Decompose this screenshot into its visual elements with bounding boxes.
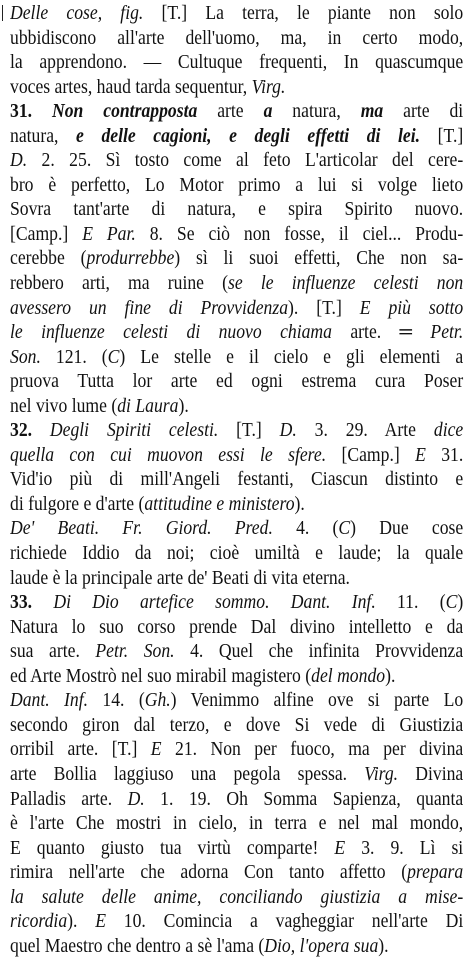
text-line — [10, 394, 463, 419]
text-line — [10, 885, 463, 910]
margin-mark — [2, 5, 3, 21]
text-line — [10, 99, 463, 124]
text-run: Virg. — [251, 75, 286, 98]
text-run: 10. Comincia a vagheggiar nell'arte Di — [105, 910, 464, 933]
text-line — [10, 197, 463, 222]
text-run: arte. ═ — [331, 321, 431, 344]
text-run: se le influenze celesti non — [228, 272, 464, 295]
text-run: 1. 19. Oh Somma Sapienza, quanta — [144, 787, 464, 810]
text-line — [10, 296, 463, 321]
text-run: 8. Se ciò non fosse, il ciel... Produ- — [135, 222, 464, 245]
text-run: [Camp.] — [10, 222, 83, 245]
text-run: bro è perfetto, Lo Motor primo a lui si volge lieto — [10, 173, 464, 196]
text-run: ) Due cose — [350, 517, 464, 540]
text-run: natura, — [272, 100, 361, 123]
text-run: rebbero arti, ma ruine ( — [10, 272, 229, 295]
text-line — [10, 615, 463, 640]
text-run: Petr. — [430, 321, 464, 344]
text-run: orribil arte. [T.] — [10, 738, 151, 761]
text-run: a — [263, 100, 273, 123]
text-line — [10, 909, 463, 934]
text-line — [10, 860, 463, 885]
text-run: arte — [197, 100, 264, 123]
text-run: E Par. — [82, 222, 136, 245]
text-run: prepara — [407, 861, 464, 884]
text-run: ). — [378, 934, 389, 957]
text-run: Vid'io più di mill'Angeli festanti, Ciascun distinto e — [10, 468, 464, 491]
text-run: attitudine e ministero — [144, 492, 295, 515]
text-run: [T.] — [218, 419, 280, 442]
text-line — [10, 566, 463, 591]
text-line — [10, 443, 463, 468]
text-run: Sovra tant'arte di natura, e spira Spirito nuovo. — [10, 198, 464, 221]
text-line — [10, 1, 463, 26]
text-run: richiede Iddio da noi; cioè umiltà e laude; la quale — [10, 542, 464, 565]
text-run: Dant. Inf. — [10, 689, 89, 712]
text-run: ) — [457, 591, 464, 614]
text-run: E — [150, 738, 162, 761]
text-run: arte di — [383, 100, 464, 123]
text-run: Delle cose, fig. — [10, 2, 144, 24]
text-run: Natura lo suo corso prende Dal divino intelletto e da — [10, 615, 464, 638]
text-run: laude è la principale arte de' Beati di vita eterna. — [10, 566, 350, 589]
text-line — [10, 516, 463, 541]
text-run: 4. Quel che infinita Provvidenza — [174, 640, 464, 663]
text-run: dice — [433, 419, 464, 442]
text-run: D. — [10, 149, 28, 172]
text-line — [10, 320, 463, 345]
text-run: nel vivo lume ( — [10, 394, 118, 417]
text-line — [10, 762, 463, 787]
text-run: e delle cagioni, e degli effetti di lei. — [76, 124, 421, 147]
text-line — [10, 124, 463, 149]
text-run: ed Arte Mostrò nel suo mirabil magistero ( — [10, 664, 312, 687]
text-run: C — [107, 345, 120, 368]
text-line — [10, 934, 463, 958]
text-line — [10, 737, 463, 762]
text-run: Di Dio artefice sommo. Dant. Inf. — [53, 591, 376, 614]
text-line — [10, 787, 463, 812]
text-run: ) Le stelle e il cielo e gli elementi a — [119, 345, 464, 368]
text-line — [10, 418, 463, 443]
text-run: ) Venimmo alfine ove si parte Lo — [170, 689, 464, 712]
text-run: 121. ( — [40, 345, 108, 368]
text-run: E — [415, 443, 426, 466]
text-line — [10, 26, 463, 51]
text-run: quel Maestro che dentro a sè l'ama ( — [10, 934, 265, 957]
text-run: ubbidiscono all'arte dell'uomo, ma, in certo modo, — [10, 26, 464, 49]
text-run: Virg. — [364, 762, 399, 785]
text-line — [10, 271, 463, 296]
text-line — [10, 639, 463, 664]
text-line — [10, 467, 463, 492]
text-line — [10, 664, 463, 689]
text-run: le influenze celesti di nuovo chiama — [10, 321, 332, 344]
text-run: di Laura — [117, 394, 179, 417]
text-run: la salute delle anime, conciliando giustizia a mise- — [10, 885, 464, 908]
text-line — [10, 688, 463, 713]
text-run: Gh. — [144, 689, 171, 712]
text-run: natura, — [10, 124, 77, 147]
text-line — [10, 173, 463, 198]
text-run: Non contrapposta — [51, 100, 198, 123]
text-run: del mondo — [311, 664, 386, 687]
text-run: Dio, l'opera sua — [264, 934, 379, 957]
text-run: arte Bollia laggiuso una pegola spessa. — [10, 762, 365, 785]
text-run: 33. — [10, 591, 54, 614]
text-run: D. — [279, 419, 297, 442]
text-run: [T.] — [420, 124, 464, 147]
text-run: rimira nell'arte che adorna Con tanto affetto ( — [10, 861, 408, 884]
text-run: pruova Tutta lor arte ed ogni estrema cura Poser — [10, 370, 464, 393]
text-line — [10, 222, 463, 247]
text-run: sua arte. — [10, 640, 96, 663]
text-run: Degli Spiriti celesti. — [49, 419, 219, 442]
text-run: Petr. Son. — [95, 640, 175, 663]
text-run: avessero un fine di Provvidenza — [10, 296, 289, 319]
text-line — [10, 541, 463, 566]
text-run: ma — [360, 100, 384, 123]
text-run: ). — [178, 394, 189, 417]
text-run: 4. ( — [272, 517, 339, 540]
text-run: la apprendono. — Cultuque frequenti, In quascumque — [10, 51, 464, 74]
text-line — [10, 369, 463, 394]
text-run: ). [T.] — [288, 296, 360, 319]
text-run: 3. 9. Lì si — [345, 836, 464, 859]
text-run: 21. Non per fuoco, ma per divina — [161, 738, 464, 761]
text-run: E — [95, 910, 106, 933]
text-line — [10, 50, 463, 75]
text-run: ricordia — [10, 910, 68, 933]
text-run: C — [338, 517, 351, 540]
text-run: ). — [67, 910, 96, 933]
text-run: E quanto giusto tua virtù comparte! — [10, 836, 335, 859]
entry-text-column — [10, 1, 462, 958]
text-run: 32. — [10, 419, 50, 442]
text-run: D. — [127, 787, 145, 810]
text-run: ). — [385, 664, 396, 687]
text-run: 2. 25. Sì tosto come al feto L'articolar del cere- — [27, 149, 464, 172]
text-run: E più sotto — [359, 296, 464, 319]
text-run: produrrebbe — [86, 247, 175, 270]
text-run: [Camp.] — [326, 443, 416, 466]
text-run: Divina — [398, 762, 464, 785]
text-line — [10, 148, 463, 173]
text-run: secondo giron dal terzo, e dove Si vede di Giustizia — [10, 713, 464, 736]
text-run: C — [445, 591, 458, 614]
text-run: Palladis arte. — [10, 787, 128, 810]
text-run: 11. ( — [375, 591, 446, 614]
text-line — [10, 345, 463, 370]
text-run: quella con cui muovon essi le sfere. — [10, 443, 327, 466]
text-run: 31. — [425, 443, 464, 466]
text-run: Son. — [10, 345, 41, 368]
text-line — [10, 75, 463, 100]
text-run: De' Beati. Fr. Giord. Pred. — [10, 517, 273, 540]
text-line — [10, 836, 463, 861]
text-line — [10, 246, 463, 271]
text-run: di fulgore e d'arte ( — [10, 492, 145, 515]
text-run: cerebbe ( — [10, 247, 87, 270]
text-line — [10, 590, 463, 615]
text-run: voces artes, haud tarda sequentur, — [10, 75, 252, 98]
text-run: 31. — [10, 100, 52, 123]
text-run: [T.] La terra, le piante non solo — [143, 2, 464, 24]
text-run: è l'arte Che mostri in cielo, in terra e nel mal mondo, — [10, 812, 464, 835]
text-run: 3. 29. Arte — [296, 419, 434, 442]
text-run: ). — [294, 492, 305, 515]
text-run: E — [334, 836, 346, 859]
text-line — [10, 811, 463, 836]
text-line — [10, 492, 463, 517]
text-line — [10, 713, 463, 738]
text-run: ) sì li suoi effetti, Che non sa- — [174, 247, 464, 270]
text-run: 14. ( — [88, 689, 145, 712]
